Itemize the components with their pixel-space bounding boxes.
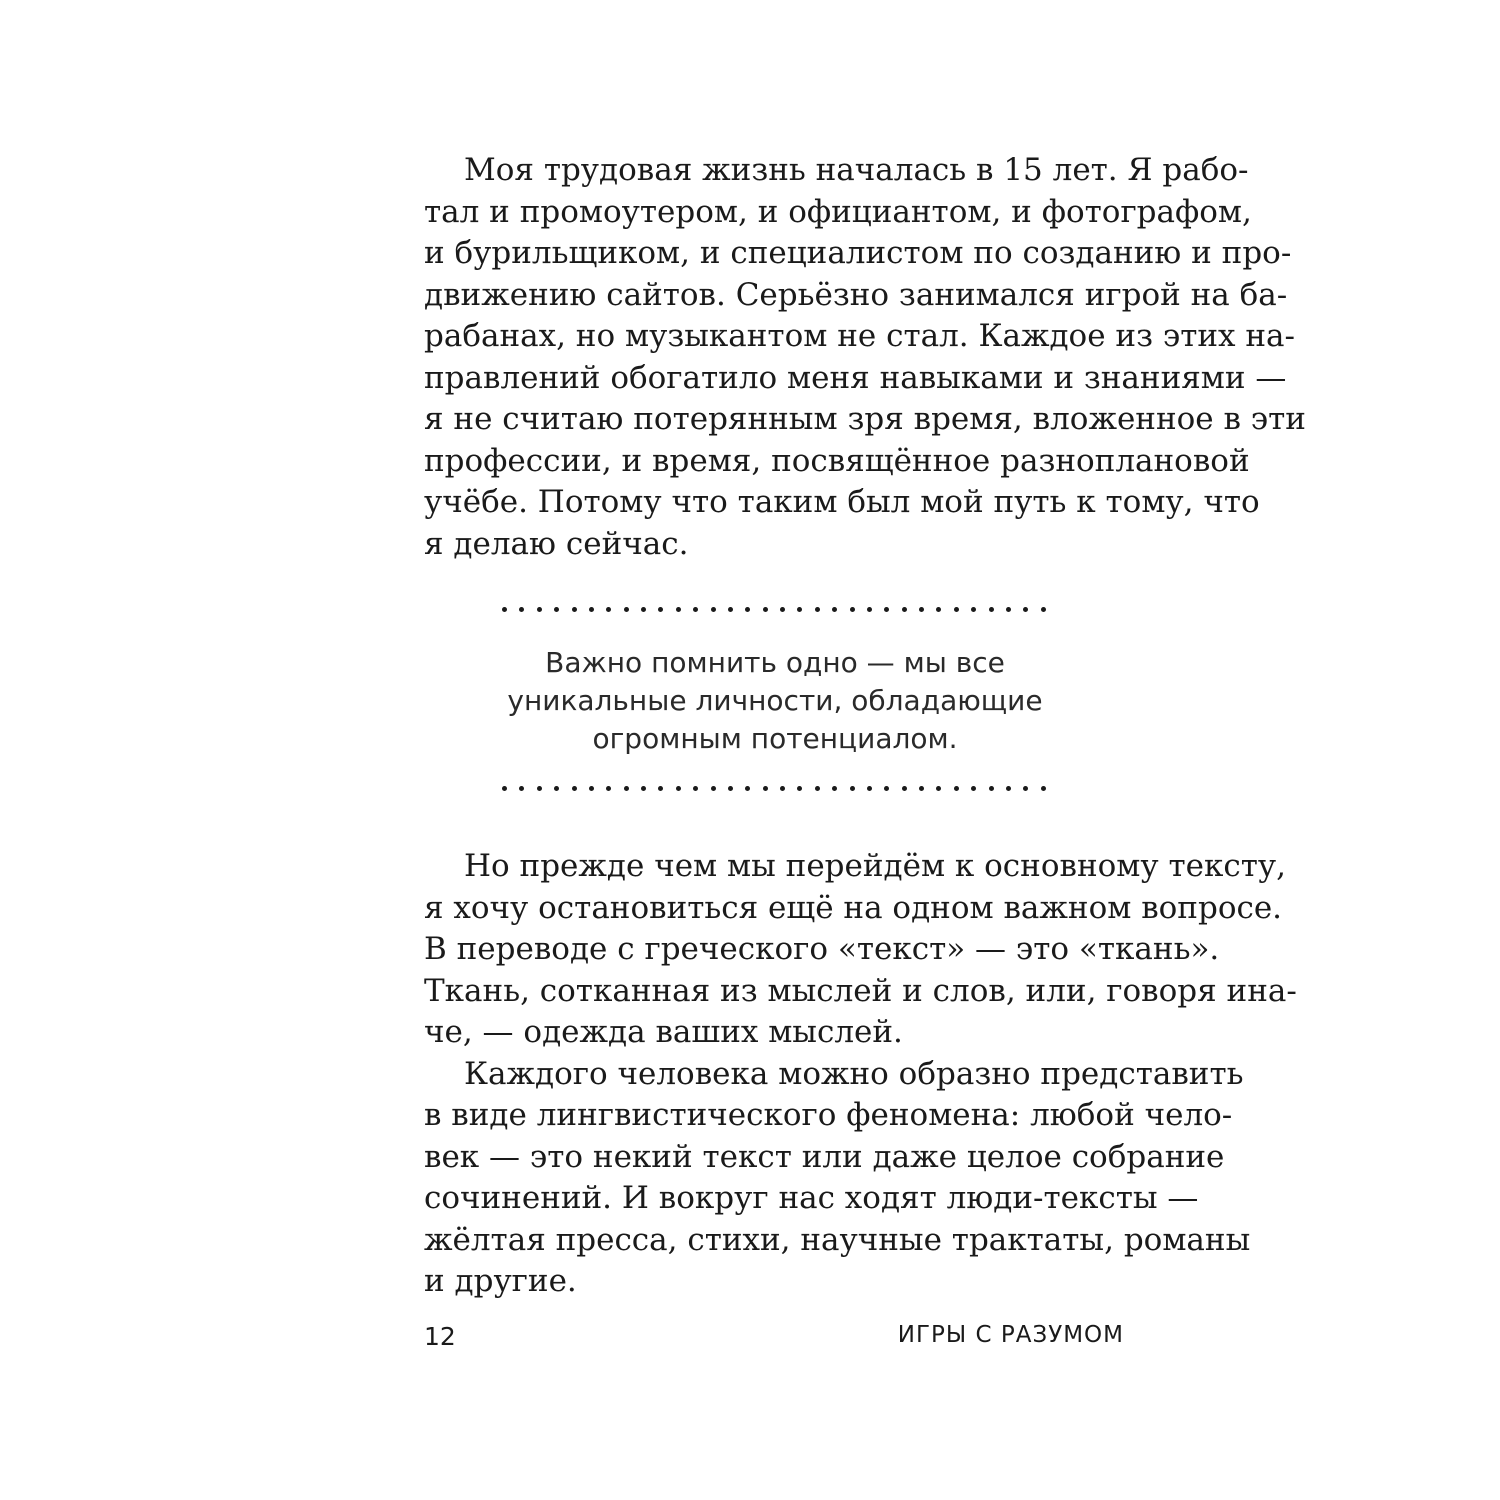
divider-dot — [989, 786, 994, 791]
divider-dot — [589, 786, 594, 791]
divider-dot — [711, 607, 716, 612]
divider-dot — [954, 786, 959, 791]
text-line: Но прежде чем мы перейдём к основному тексту, — [464, 848, 1286, 884]
text-line: тал и промоутером, и официантом, и фотографом, — [424, 193, 1252, 230]
divider-dot — [1041, 786, 1046, 791]
divider-dot — [884, 786, 889, 791]
divider-dot — [624, 607, 629, 612]
divider-dot — [971, 607, 976, 612]
text-line: и другие. — [424, 1263, 577, 1299]
divider-dot — [971, 786, 976, 791]
divider-dot — [589, 607, 594, 612]
running-title: ИГРЫ С РАЗУМОМ — [897, 1322, 1124, 1348]
divider-dot — [797, 786, 802, 791]
divider-dot — [867, 607, 872, 612]
divider-dot — [519, 786, 524, 791]
divider-dot — [850, 786, 855, 791]
text-line: сочинений. И вокруг нас ходят люди-тексты — — [424, 1180, 1199, 1216]
text-line: рабанах, но музыкантом не стал. Каждое из этих на- — [424, 318, 1295, 354]
divider-dot — [1023, 786, 1028, 791]
divider-dot — [572, 607, 577, 612]
divider-dot — [797, 607, 802, 612]
divider-dot — [554, 786, 559, 791]
divider-dot — [867, 786, 872, 791]
divider-dot — [745, 607, 750, 612]
divider-dot — [502, 607, 507, 612]
divider-dot — [537, 607, 542, 612]
divider-dot — [1041, 607, 1046, 612]
text-line: я делаю сейчас. — [424, 525, 689, 562]
text-line: В переводе с греческого «текст» — это «ткань». — [424, 931, 1220, 967]
text-line: че, — одежда ваших мыслей. — [424, 1014, 903, 1050]
divider-dot — [763, 607, 768, 612]
dotted-divider-top — [502, 605, 1046, 613]
paragraph — [424, 846, 1297, 1054]
divider-dot — [1006, 786, 1011, 791]
paragraph — [424, 150, 1306, 565]
text-line: в виде лингвистического феномена: любой чело- — [424, 1097, 1233, 1133]
divider-dot — [606, 607, 611, 612]
divider-dot — [745, 786, 750, 791]
divider-dot — [936, 607, 941, 612]
text-line: век — это некий текст или даже целое собрание — [424, 1138, 1225, 1175]
text-line: жёлтая пресса, стихи, научные трактаты, романы — [424, 1221, 1251, 1258]
divider-dot — [693, 786, 698, 791]
dotted-divider-bottom — [502, 784, 1046, 792]
divider-dot — [1006, 607, 1011, 612]
divider-dot — [728, 786, 733, 791]
text-line: и бурильщиком, и специалистом по созданию и про- — [424, 235, 1292, 271]
divider-dot — [676, 786, 681, 791]
divider-dot — [676, 607, 681, 612]
divider-dot — [606, 786, 611, 791]
text-line: профессии, и время, посвящённое разноплановой — [424, 442, 1250, 479]
divider-dot — [519, 607, 524, 612]
divider-dot — [780, 607, 785, 612]
divider-dot — [554, 607, 559, 612]
divider-dot — [936, 786, 941, 791]
divider-dot — [763, 786, 768, 791]
divider-dot — [624, 786, 629, 791]
divider-dot — [572, 786, 577, 791]
divider-dot — [919, 786, 924, 791]
divider-dot — [693, 607, 698, 612]
text-line: Каждого человека можно образно представить — [464, 1055, 1244, 1092]
text-line: Ткань, сотканная из мыслей и слов, или, говоря ина- — [424, 972, 1297, 1009]
divider-dot — [641, 786, 646, 791]
divider-dot — [850, 607, 855, 612]
divider-dot — [641, 607, 646, 612]
divider-dot — [954, 607, 959, 612]
body-text-top — [424, 150, 1306, 565]
divider-dot — [884, 607, 889, 612]
divider-dot — [502, 786, 507, 791]
divider-dot — [902, 607, 907, 612]
text-line: я хочу остановиться ещё на одном важном вопросе. — [424, 889, 1283, 926]
quote-line: уникальные личности, обладающие — [507, 684, 1043, 717]
text-line: учёбе. Потому что таким был мой путь к тому, что — [424, 484, 1260, 520]
divider-dot — [832, 607, 837, 612]
text-line: Моя трудовая жизнь началась в 15 лет. Я рабо- — [464, 152, 1249, 188]
text-line: я не считаю потерянным зря время, вложенное в эти — [424, 401, 1306, 437]
divider-dot — [989, 607, 994, 612]
divider-dot — [711, 786, 716, 791]
divider-dot — [832, 786, 837, 791]
divider-dot — [658, 607, 663, 612]
divider-dot — [919, 607, 924, 612]
divider-dot — [728, 607, 733, 612]
divider-dot — [815, 786, 820, 791]
text-line: движению сайтов. Серьёзно занимался игрой на ба- — [424, 276, 1288, 313]
paragraph — [424, 1054, 1251, 1303]
divider-dot — [658, 786, 663, 791]
divider-dot — [902, 786, 907, 791]
divider-dot — [780, 786, 785, 791]
divider-dot — [815, 607, 820, 612]
divider-dot — [537, 786, 542, 791]
divider-dot — [1023, 607, 1028, 612]
body-text-bottom — [424, 846, 1297, 1303]
pull-quote — [460, 644, 1090, 758]
quote-line: Важно помнить одно — мы все — [545, 646, 1005, 679]
text-line: правлений обогатило меня навыками и знаниями — — [424, 359, 1287, 396]
page-number: 12 — [424, 1322, 456, 1351]
quote-line: огромным потенциалом. — [592, 722, 958, 755]
